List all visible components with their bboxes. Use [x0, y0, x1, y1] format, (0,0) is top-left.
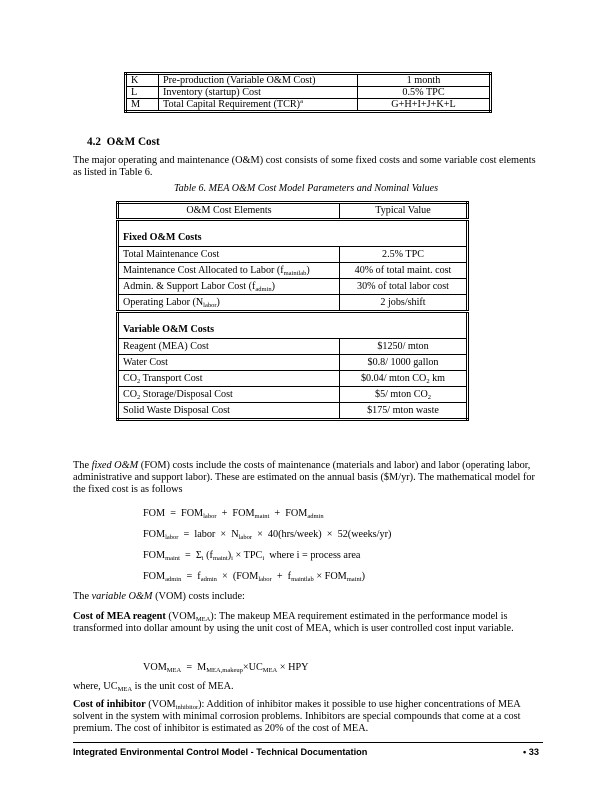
cost-element: Solid Waste Disposal Cost: [118, 403, 340, 420]
typical-value: $1250/ mton: [340, 339, 468, 355]
variable-costs-heading: Variable O&M Costs: [118, 312, 468, 339]
italic-term: variable O&M: [91, 591, 153, 602]
typical-value: 40% of total maint. cost: [340, 263, 468, 279]
cost-element-tail: Storage/Disposal Cost: [140, 389, 233, 400]
eq-term: FOM: [143, 508, 166, 519]
text: The: [73, 591, 92, 602]
eq-term: FOM: [324, 571, 347, 582]
equation-vom-mea: $VOM_{MEA} = M_{MEA,makeup}\times UC_{MEA}$ × HPY: [143, 662, 309, 674]
column-header-value: Typical Value: [340, 203, 468, 220]
table-row: [126, 87, 491, 99]
cost-element-tail: ): [271, 281, 275, 292]
table-row: [126, 99, 491, 112]
eq-term: ): [227, 550, 232, 561]
eq-term: FOM: [232, 508, 255, 519]
row-value: 1 month: [358, 74, 491, 87]
footnote-marker: a: [300, 98, 303, 105]
text: The makeup MEA requirement estimated in the performance model is transformed into dollar amount by using the unit cost of MEA, which is user controlled cost input variable.: [73, 611, 514, 635]
typical-value: 30% of total labor cost: [340, 279, 468, 295]
subscript: admin: [255, 286, 272, 293]
capital-cost-table-continued: [124, 72, 492, 113]
table-row: [118, 263, 468, 279]
subscript: i: [262, 555, 265, 562]
eq-term: f: [197, 571, 201, 582]
table-section-row: [118, 220, 468, 247]
section-number: 4.2: [87, 136, 101, 148]
row-value: 0.5% TPC: [358, 87, 491, 99]
eq-term: 40(hrs/week): [267, 529, 322, 540]
eq-term: 52(weeks/yr): [337, 529, 392, 540]
typical-value: [340, 371, 468, 387]
text: where, UC: [73, 681, 118, 692]
subscript: maint: [212, 555, 228, 562]
row-id: L: [126, 87, 159, 99]
subscript: labor: [203, 513, 217, 520]
subscript: labor: [203, 302, 217, 309]
cost-element: Reagent (MEA) Cost: [118, 339, 340, 355]
table-row: [118, 371, 468, 387]
subscript: maint: [346, 576, 362, 583]
row-item: Pre-production (Variable O&M Cost): [159, 74, 358, 87]
row-item: [159, 99, 358, 112]
typical-value: $0.8/ 1000 gallon: [340, 355, 468, 371]
table-row: [118, 339, 468, 355]
om-cost-table: [116, 201, 469, 421]
subscript: 2: [137, 378, 141, 385]
cost-element-tail: ): [306, 265, 310, 276]
eq-term: (FOM: [232, 571, 259, 582]
subscript: 2: [427, 394, 431, 401]
row-item: Inventory (startup) Cost: [159, 87, 358, 99]
text: Addition of inhibitor makes it possible to use higher concentrations of MEA solvent in the system with minimal corrosion problems. Inhibitors are special compounds that come at a cost premium. The cost of inhibitor is estimated as 20% of the cost of MEA.: [73, 699, 521, 735]
subscript: MEA: [117, 686, 133, 693]
table-section-row: [118, 312, 468, 339]
italic-term: fixed O&M: [91, 460, 139, 471]
eq-term: M: [197, 662, 207, 673]
cost-element-text: CO: [123, 389, 138, 400]
section-title: O&M Cost: [106, 136, 160, 148]
table-row: [118, 247, 468, 263]
subscript: admin: [165, 576, 182, 583]
cost-element: [118, 387, 340, 403]
row-value: G+H+I+J+K+L: [358, 99, 491, 112]
cost-element: [118, 279, 340, 295]
text: (FOM) costs include the costs of maintenance (materials and labor) and labor (operating labor, administrative and support labor). These are estimated on the annual basis ($M/yr). The mathematical model for the fixed cost is as follows: [73, 460, 535, 496]
table-row: [118, 295, 468, 312]
table-caption: Table 6. MEA O&M Cost Model Parameters and Nominal Values: [173, 183, 439, 194]
table-row: [118, 279, 468, 295]
column-header-elements: O&M Cost Elements: [118, 203, 340, 220]
subscript: labor: [258, 576, 272, 583]
eq-term: FOM: [181, 508, 204, 519]
row-id: M: [126, 99, 159, 112]
section-heading: [87, 136, 160, 149]
text: is the unit cost of MEA.: [132, 681, 234, 692]
typical-value: $175/ mton waste: [340, 403, 468, 420]
subscript: maint: [254, 513, 270, 520]
subscript: maintlab: [283, 270, 307, 277]
sigma-symbol: Σ: [195, 550, 202, 561]
uc-where-line: [73, 681, 543, 693]
bold-term: Cost of MEA reagent: [73, 611, 166, 622]
eq-term: ): [361, 571, 365, 582]
text: (VOM: [168, 611, 196, 622]
typical-value: [340, 387, 468, 403]
cost-element: Total Maintenance Cost: [118, 247, 340, 263]
typical-value: 2 jobs/shift: [340, 295, 468, 312]
equation-fom-admin: $FOM_{admin} = f_{admin} \times (FOM_{labor} + f_{maintlab} \times FOM_{maint})$: [143, 571, 365, 583]
footer-title: Integrated Environmental Control Model - Technical Documentation: [73, 747, 368, 757]
text: (VOM: [148, 699, 176, 710]
cost-element: [118, 263, 340, 279]
cost-element: [118, 371, 340, 387]
cost-element: Water Cost: [118, 355, 340, 371]
eq-term: HPY: [288, 662, 309, 673]
subscript: i: [201, 555, 204, 562]
eq-term: (f: [206, 550, 213, 561]
cost-element-tail: Transport Cost: [140, 373, 203, 384]
subscript: admin: [200, 576, 217, 583]
mea-reagent-paragraph: [73, 611, 543, 635]
text: (VOM) costs include:: [152, 591, 245, 602]
subscript: MEA: [195, 616, 211, 623]
subscript: MEA: [262, 667, 278, 674]
section-intro: The major operating and maintenance (O&M) cost consists of some fixed costs and some variable cost elements as listed in Table 6.: [73, 155, 536, 179]
eq-term: TPC: [243, 550, 263, 561]
fixed-costs-heading: Fixed O&M Costs: [118, 220, 468, 247]
table-header-row: [118, 203, 468, 220]
cost-element-text: CO: [123, 373, 138, 384]
eq-term: FOM: [143, 571, 166, 582]
equation-fom: FOM = $FOM_{labor} + FOM_{maint} + FOM_{admin}$: [143, 508, 324, 520]
eq-note: where i = process area: [269, 550, 361, 561]
equation-fom-labor: $FOM_{labor}$ = labor × $N_{labor}$ × 40(hrs/week) × 52(weeks/yr): [143, 529, 392, 541]
eq-term: FOM: [143, 550, 166, 561]
inhibitor-paragraph: [73, 699, 543, 736]
row-item-text: Total Capital Requirement (TCR): [163, 99, 301, 110]
eq-term: labor: [194, 529, 216, 540]
cost-element: [118, 295, 340, 312]
text: The: [73, 460, 92, 471]
cost-element-tail: ): [216, 297, 220, 308]
bold-term: Cost of inhibitor: [73, 699, 146, 710]
text: ):: [210, 611, 217, 622]
typical-value: 2.5% TPC: [340, 247, 468, 263]
table-row: [118, 355, 468, 371]
value-text: $0.04/ mton CO: [360, 373, 427, 384]
text: ):: [198, 699, 205, 710]
cost-element-text: Maintenance Cost Allocated to Labor (f: [123, 265, 284, 276]
value-text: $5/ mton CO: [375, 389, 428, 400]
subscript: maint: [165, 555, 180, 562]
footer-bullet: •: [522, 747, 527, 757]
eq-term: f: [287, 571, 292, 582]
eq-term: VOM: [143, 662, 167, 673]
subscript: i: [231, 555, 233, 562]
subscript: labor: [165, 534, 179, 541]
table-row: [126, 74, 491, 87]
page-number: [523, 747, 539, 758]
eq-term: UC: [248, 662, 263, 673]
eq-term: FOM: [285, 508, 308, 519]
eq-term: N: [231, 529, 239, 540]
equation-fom-maint: $FOM_{maint} = \Sigma_i$ $(f_{maint})_i \times TPC_i$ where i = process area: [143, 550, 361, 562]
subscript: 2: [137, 394, 141, 401]
cost-element-text: Admin. & Support Labor Cost (f: [123, 281, 256, 292]
eq-term: FOM: [143, 529, 166, 540]
table-row: [118, 387, 468, 403]
subscript: MEA: [166, 667, 182, 674]
subscript: maintlab: [291, 576, 314, 583]
subscript: admin: [307, 513, 324, 520]
subscript: MEA,makeup: [206, 667, 243, 674]
subscript: 2: [426, 378, 430, 385]
value-tail: km: [429, 373, 445, 384]
vom-intro: [73, 591, 543, 603]
fom-paragraph: [73, 460, 543, 497]
row-id: K: [126, 74, 159, 87]
cost-element-text: Operating Labor (N: [123, 297, 204, 308]
subscript: inhibitor: [175, 704, 199, 711]
footer-divider: [73, 742, 543, 743]
table-row: [118, 403, 468, 420]
subscript: labor: [238, 534, 252, 541]
page-number-value: 33: [528, 747, 539, 757]
